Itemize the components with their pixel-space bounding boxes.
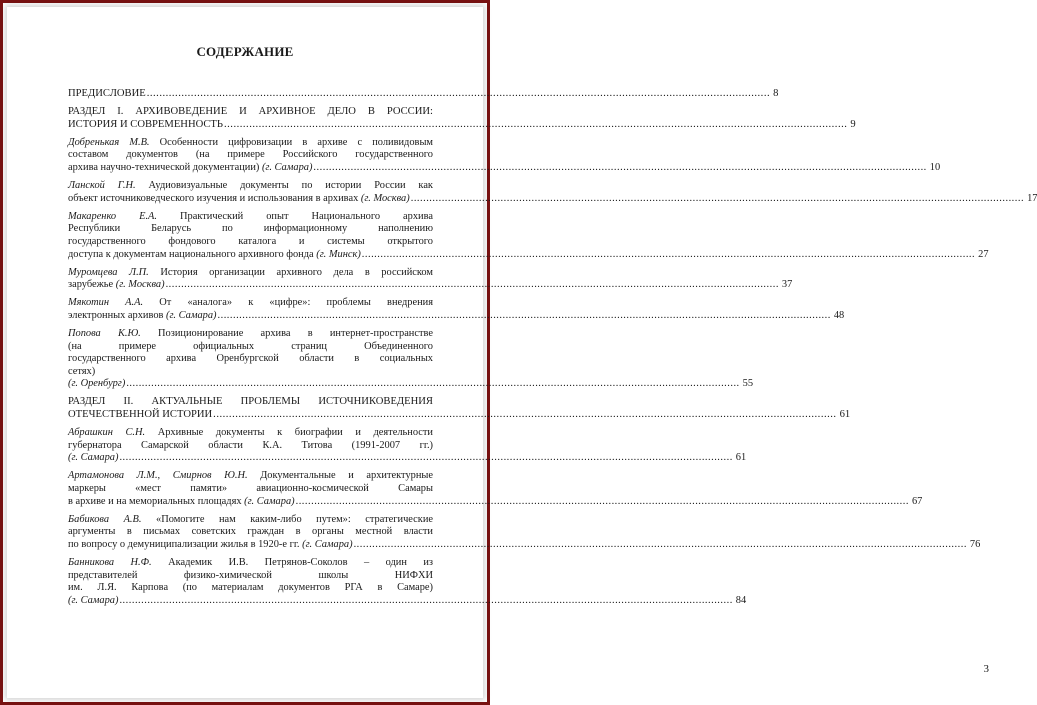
- toc-entry-city: (г. Самара): [261, 161, 313, 173]
- toc-entry-text: Позиционирование архива в интернет-пространстве: [158, 328, 433, 339]
- toc-entry-text: представителей физико-химической школы НИФХИ: [68, 569, 433, 581]
- toc-entry-line: [68, 223, 433, 236]
- toc-entry-text: История организации архивного дела в российском: [160, 266, 433, 278]
- table-of-contents: [68, 88, 1037, 613]
- toc-entry-last-line: [68, 452, 747, 465]
- toc-entry-text: Республики Беларусь по информационному наполнению: [68, 223, 433, 235]
- toc-entry-page-number: 61: [735, 452, 747, 464]
- toc-entry: [68, 136, 941, 175]
- toc-entry-text: «Помогите нам каким-либо путем»: стратегические: [156, 513, 433, 525]
- toc-entry-text: зарубежье: [68, 279, 114, 291]
- toc-entry: [68, 297, 845, 322]
- toc-entry-last-text: [68, 279, 165, 292]
- toc-entry-city: (г. Самара): [68, 594, 119, 606]
- toc-entry-text: объект источниковедческого изучения и использования в архивах: [68, 192, 359, 204]
- toc-entry-text: государственного фондового каталога и системы открытого: [68, 235, 433, 247]
- dot-leader: [296, 496, 909, 509]
- dot-leader: [147, 88, 770, 101]
- toc-entry-line: [68, 366, 433, 379]
- toc-entry-page-number: 76: [969, 538, 981, 550]
- toc-entry-city: (г. Москва): [115, 279, 165, 291]
- toc-entry-last-text: [68, 249, 361, 262]
- toc-entry-line: [68, 483, 433, 496]
- toc-entry: [68, 328, 754, 391]
- toc-entry-text: сетях): [68, 365, 96, 377]
- dot-leader: [126, 378, 739, 391]
- toc-entry-last-line: [68, 118, 856, 132]
- toc-entry-page-number: 48: [833, 309, 845, 321]
- toc-entry-line: [68, 267, 433, 280]
- toc-entry-author: Макаренко Е.А.: [68, 210, 158, 222]
- toc-entry-last-text: [68, 496, 295, 509]
- toc-entry: [68, 180, 1037, 205]
- dot-leader: [166, 279, 779, 292]
- toc-entry-last-line: [68, 495, 923, 509]
- toc-entry-last-text: [68, 162, 312, 175]
- toc-entry-line: [68, 180, 433, 193]
- toc-entry-last-line: [68, 192, 1037, 206]
- toc-entry-line: [68, 396, 433, 409]
- toc-entry-last-line: [68, 594, 747, 608]
- dot-leader: [218, 310, 831, 323]
- toc-entry-text: Особенности цифровизации в архиве с поливидовым: [159, 136, 433, 148]
- toc-entry-line: [68, 427, 433, 440]
- toc-entry-page-number: 84: [735, 594, 747, 606]
- toc-entry-last-text: [68, 595, 118, 608]
- toc-entry-line: [68, 514, 433, 527]
- toc-entry-last-text: [68, 409, 212, 422]
- toc-entry-author: Добренькая М.В.: [68, 136, 150, 148]
- toc-entry-city: (г. Самара): [244, 495, 295, 507]
- toc-entry-last-line: [68, 409, 851, 422]
- dot-leader: [362, 249, 975, 262]
- toc-entry-author: Попова К.Ю.: [68, 328, 141, 339]
- toc-entry-text: губернатора Самарской области К.А. Титова (1991-2007 гг.): [68, 439, 433, 451]
- toc-entry-line: [68, 470, 433, 483]
- toc-entry: [68, 513, 981, 552]
- toc-entry-line: [68, 557, 433, 570]
- dot-leader: [313, 162, 926, 175]
- toc-entry-author: Муромцева Л.П.: [68, 266, 149, 278]
- toc-entry-text: Академик И.В. Петрянов-Соколов – один из: [168, 557, 433, 568]
- toc-entry-line: [68, 297, 433, 310]
- toc-entry-line: [68, 236, 433, 249]
- toc-entry: [68, 470, 923, 508]
- toc-entry-line: [68, 137, 433, 150]
- toc-entry-text: ОТЕЧЕСТВЕННОЙ ИСТОРИИ: [68, 409, 213, 421]
- toc-entry-text: им. Л.Я. Карпова (по материалам документов РГА в Самаре): [68, 582, 433, 594]
- toc-entry-city: (г. Самара): [302, 538, 353, 550]
- toc-entry-page-number: 27: [978, 248, 989, 260]
- toc-entry: [68, 106, 856, 131]
- toc-entry-last-text: [68, 88, 146, 101]
- toc-entry-last-line: [68, 248, 989, 262]
- toc-entry-last-text: [68, 119, 223, 132]
- toc-entry-text: составом документов (на примере Российского государственного: [68, 149, 433, 161]
- toc-entry-line: [68, 526, 433, 539]
- toc-entry-city: (г. Москва): [360, 192, 410, 204]
- toc-entry-line: [68, 440, 433, 453]
- toc-entry-last-text: [68, 193, 410, 206]
- toc-entry-text: маркеры «мест памяти» авиационно-космической Самары: [68, 483, 433, 495]
- toc-entry-line: [68, 211, 433, 224]
- toc-entry-city: (г. Самара): [68, 452, 119, 464]
- toc-entry-text: Аудиовизуальные документы по истории России как: [148, 180, 433, 192]
- toc-entry-last-line: [68, 538, 981, 552]
- toc-entry-page-number: 67: [911, 495, 923, 507]
- dot-leader: [119, 595, 732, 608]
- toc-entry: [68, 266, 793, 292]
- toc-entry: [68, 427, 747, 465]
- toc-entry-author: Ланской Г.Н.: [68, 180, 136, 192]
- toc-entry: [68, 396, 851, 421]
- toc-entry-text: по вопросу о демуниципализации жилья в 1920-е гг.: [68, 538, 300, 550]
- toc-entry-text: архива научно-технической документации): [68, 161, 260, 173]
- page-number: 3: [983, 663, 989, 675]
- dot-leader: [354, 539, 967, 552]
- toc-entry-line: [68, 328, 433, 341]
- toc-entry-line: [68, 149, 433, 162]
- toc-entry-page-number: 9: [850, 118, 856, 130]
- toc-entry-text: доступа к документам национального архивного фонда: [68, 248, 314, 260]
- toc-entry-author: Абрашкин С.Н.: [68, 427, 146, 439]
- toc-entry-last-line: [68, 279, 793, 292]
- toc-entry: [68, 557, 747, 607]
- toc-entry-last-line: [68, 309, 845, 323]
- toc-entry-text: РАЗДЕЛ II. АКТУАЛЬНЫЕ ПРОБЛЕМЫ ИСТОЧНИКОВЕДЕНИЯ: [68, 396, 433, 408]
- dot-leader: [224, 119, 847, 132]
- toc-entry-text: ИСТОРИЯ И СОВРЕМЕННОСТЬ: [68, 118, 223, 130]
- toc-entry-page-number: 55: [742, 378, 754, 390]
- toc-entry-text: РАЗДЕЛ I. АРХИВОВЕДЕНИЕ И АРХИВНОЕ ДЕЛО В РОССИИ:: [68, 106, 433, 118]
- toc-entry-text: ПРЕДИСЛОВИЕ: [68, 88, 146, 99]
- toc-entry-page-number: 37: [781, 279, 793, 291]
- toc-entry-text: (на примере официальных страниц Объединенного: [68, 340, 433, 352]
- toc-entry-text: От «аналога» к «цифре»: проблемы внедрения: [159, 297, 433, 309]
- toc-entry-author: Мякотин А.А.: [68, 297, 144, 309]
- dot-leader: [213, 409, 836, 422]
- contents-title: СОДЕРЖАНИЕ: [196, 44, 294, 59]
- toc-entry-text: Практический опыт Национального архива: [180, 210, 433, 222]
- toc-entry-text: аргументы в письмах советских граждан в органы местной власти: [68, 526, 433, 538]
- toc-entry-city: (г. Оренбург): [68, 378, 126, 390]
- toc-entry-last-text: [68, 539, 353, 552]
- toc-entry-text: государственного архива Оренбургской области в социальных: [68, 353, 433, 365]
- toc-entry: [68, 88, 779, 101]
- toc-entry-page-number: 17: [1027, 192, 1037, 204]
- toc-entry-last-line: [68, 88, 779, 101]
- toc-entry-city: (г. Минск): [316, 248, 361, 260]
- toc-entry-last-text: [68, 310, 217, 323]
- toc-entry-line: [68, 106, 433, 119]
- toc-entry-line: [68, 353, 433, 366]
- toc-entry-line: [68, 582, 433, 595]
- toc-entry-line: [68, 341, 433, 354]
- toc-entry-line: [68, 570, 433, 583]
- toc-entry-last-line: [68, 161, 941, 175]
- toc-entry-city: (г. Самара): [166, 309, 217, 321]
- toc-entry-author: Артамонова Л.М., Смирнов Ю.Н.: [68, 470, 248, 482]
- toc-entry-page-number: 8: [773, 88, 779, 99]
- toc-entry: [68, 210, 989, 261]
- dot-leader: [411, 193, 1024, 206]
- toc-entry-author: Банникова Н.Ф.: [68, 557, 152, 568]
- toc-entry-last-line: [68, 378, 754, 391]
- toc-entry-text: Документальные и архитектурные: [260, 470, 433, 482]
- toc-entry-page-number: 61: [839, 409, 851, 421]
- toc-entry-last-text: [68, 378, 125, 391]
- toc-entry-author: Бабикова А.В.: [68, 513, 142, 525]
- toc-entry-last-text: [68, 452, 118, 465]
- toc-entry-text: в архиве и на мемориальных площадях: [68, 495, 242, 507]
- toc-entry-page-number: 10: [929, 161, 941, 173]
- toc-entry-text: Архивные документы к биографии и деятельности: [157, 427, 433, 439]
- toc-entry-text: электронных архивов: [68, 309, 164, 321]
- dot-leader: [119, 452, 732, 465]
